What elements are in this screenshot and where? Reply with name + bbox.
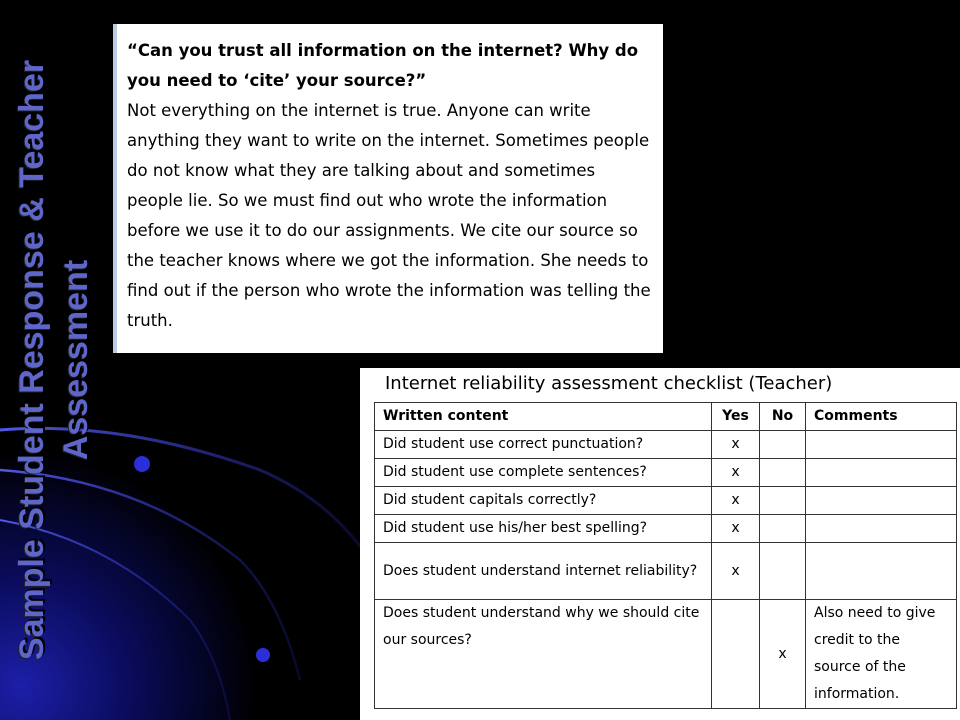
row-yes-mark: x bbox=[712, 543, 760, 600]
row-item: Did student capitals correctly? bbox=[375, 487, 712, 515]
teacher-checklist-card bbox=[360, 368, 960, 720]
row-comment bbox=[806, 543, 957, 600]
row-no-mark bbox=[760, 459, 806, 487]
slide-title bbox=[10, 20, 98, 700]
row-yes-mark: x bbox=[712, 431, 760, 459]
table-row bbox=[375, 487, 957, 515]
student-response-card bbox=[113, 24, 663, 353]
row-comment: Also need to give credit to the source of the information. bbox=[806, 600, 957, 709]
table-row bbox=[375, 515, 957, 543]
header-yes: Yes bbox=[712, 403, 760, 431]
decorative-dot-1 bbox=[134, 456, 150, 472]
row-yes-mark: x bbox=[712, 487, 760, 515]
checklist-table bbox=[374, 402, 957, 709]
row-item: Did student use correct punctuation? bbox=[375, 431, 712, 459]
row-yes-mark bbox=[712, 600, 760, 709]
row-item: Does student understand why we should cite our sources? bbox=[375, 600, 712, 709]
table-row bbox=[375, 431, 957, 459]
row-no-mark bbox=[760, 515, 806, 543]
row-comment bbox=[806, 459, 957, 487]
checklist-title: Internet reliability assessment checklist (Teacher) bbox=[385, 373, 833, 394]
slide-title-line-1: Sample Student Response & Teacher bbox=[13, 59, 51, 661]
row-comment bbox=[806, 487, 957, 515]
checklist-header-row bbox=[375, 403, 957, 431]
response-answer: Not everything on the internet is true. Anyone can write anything they want to write on the internet. Sometimes people do not know what they are talking about and sometimes people lie. So we must find out who wrote the information before we use it to do our assignments. We cite our source so the teacher knows where we got the information. She needs to find out if the person who wrote the information was telling the truth. bbox=[127, 101, 651, 330]
header-comments: Comments bbox=[806, 403, 957, 431]
row-no-mark bbox=[760, 487, 806, 515]
row-yes-mark: x bbox=[712, 459, 760, 487]
row-comment bbox=[806, 431, 957, 459]
row-item: Did student use his/her best spelling? bbox=[375, 515, 712, 543]
row-yes-mark: x bbox=[712, 515, 760, 543]
row-item: Did student use complete sentences? bbox=[375, 459, 712, 487]
table-row bbox=[375, 543, 957, 600]
row-no-mark bbox=[760, 543, 806, 600]
table-row bbox=[375, 459, 957, 487]
slide-title-line-2: Assessment bbox=[57, 259, 95, 461]
response-question: “Can you trust all information on the internet? Why do you need to ‘cite’ your source?” bbox=[127, 41, 639, 90]
row-comment bbox=[806, 515, 957, 543]
table-row bbox=[375, 600, 957, 709]
header-written-content: Written content bbox=[375, 403, 712, 431]
decorative-dot-2 bbox=[256, 648, 270, 662]
header-no: No bbox=[760, 403, 806, 431]
row-no-mark: x bbox=[760, 600, 806, 709]
row-no-mark bbox=[760, 431, 806, 459]
row-item: Does student understand internet reliability? bbox=[375, 543, 712, 600]
